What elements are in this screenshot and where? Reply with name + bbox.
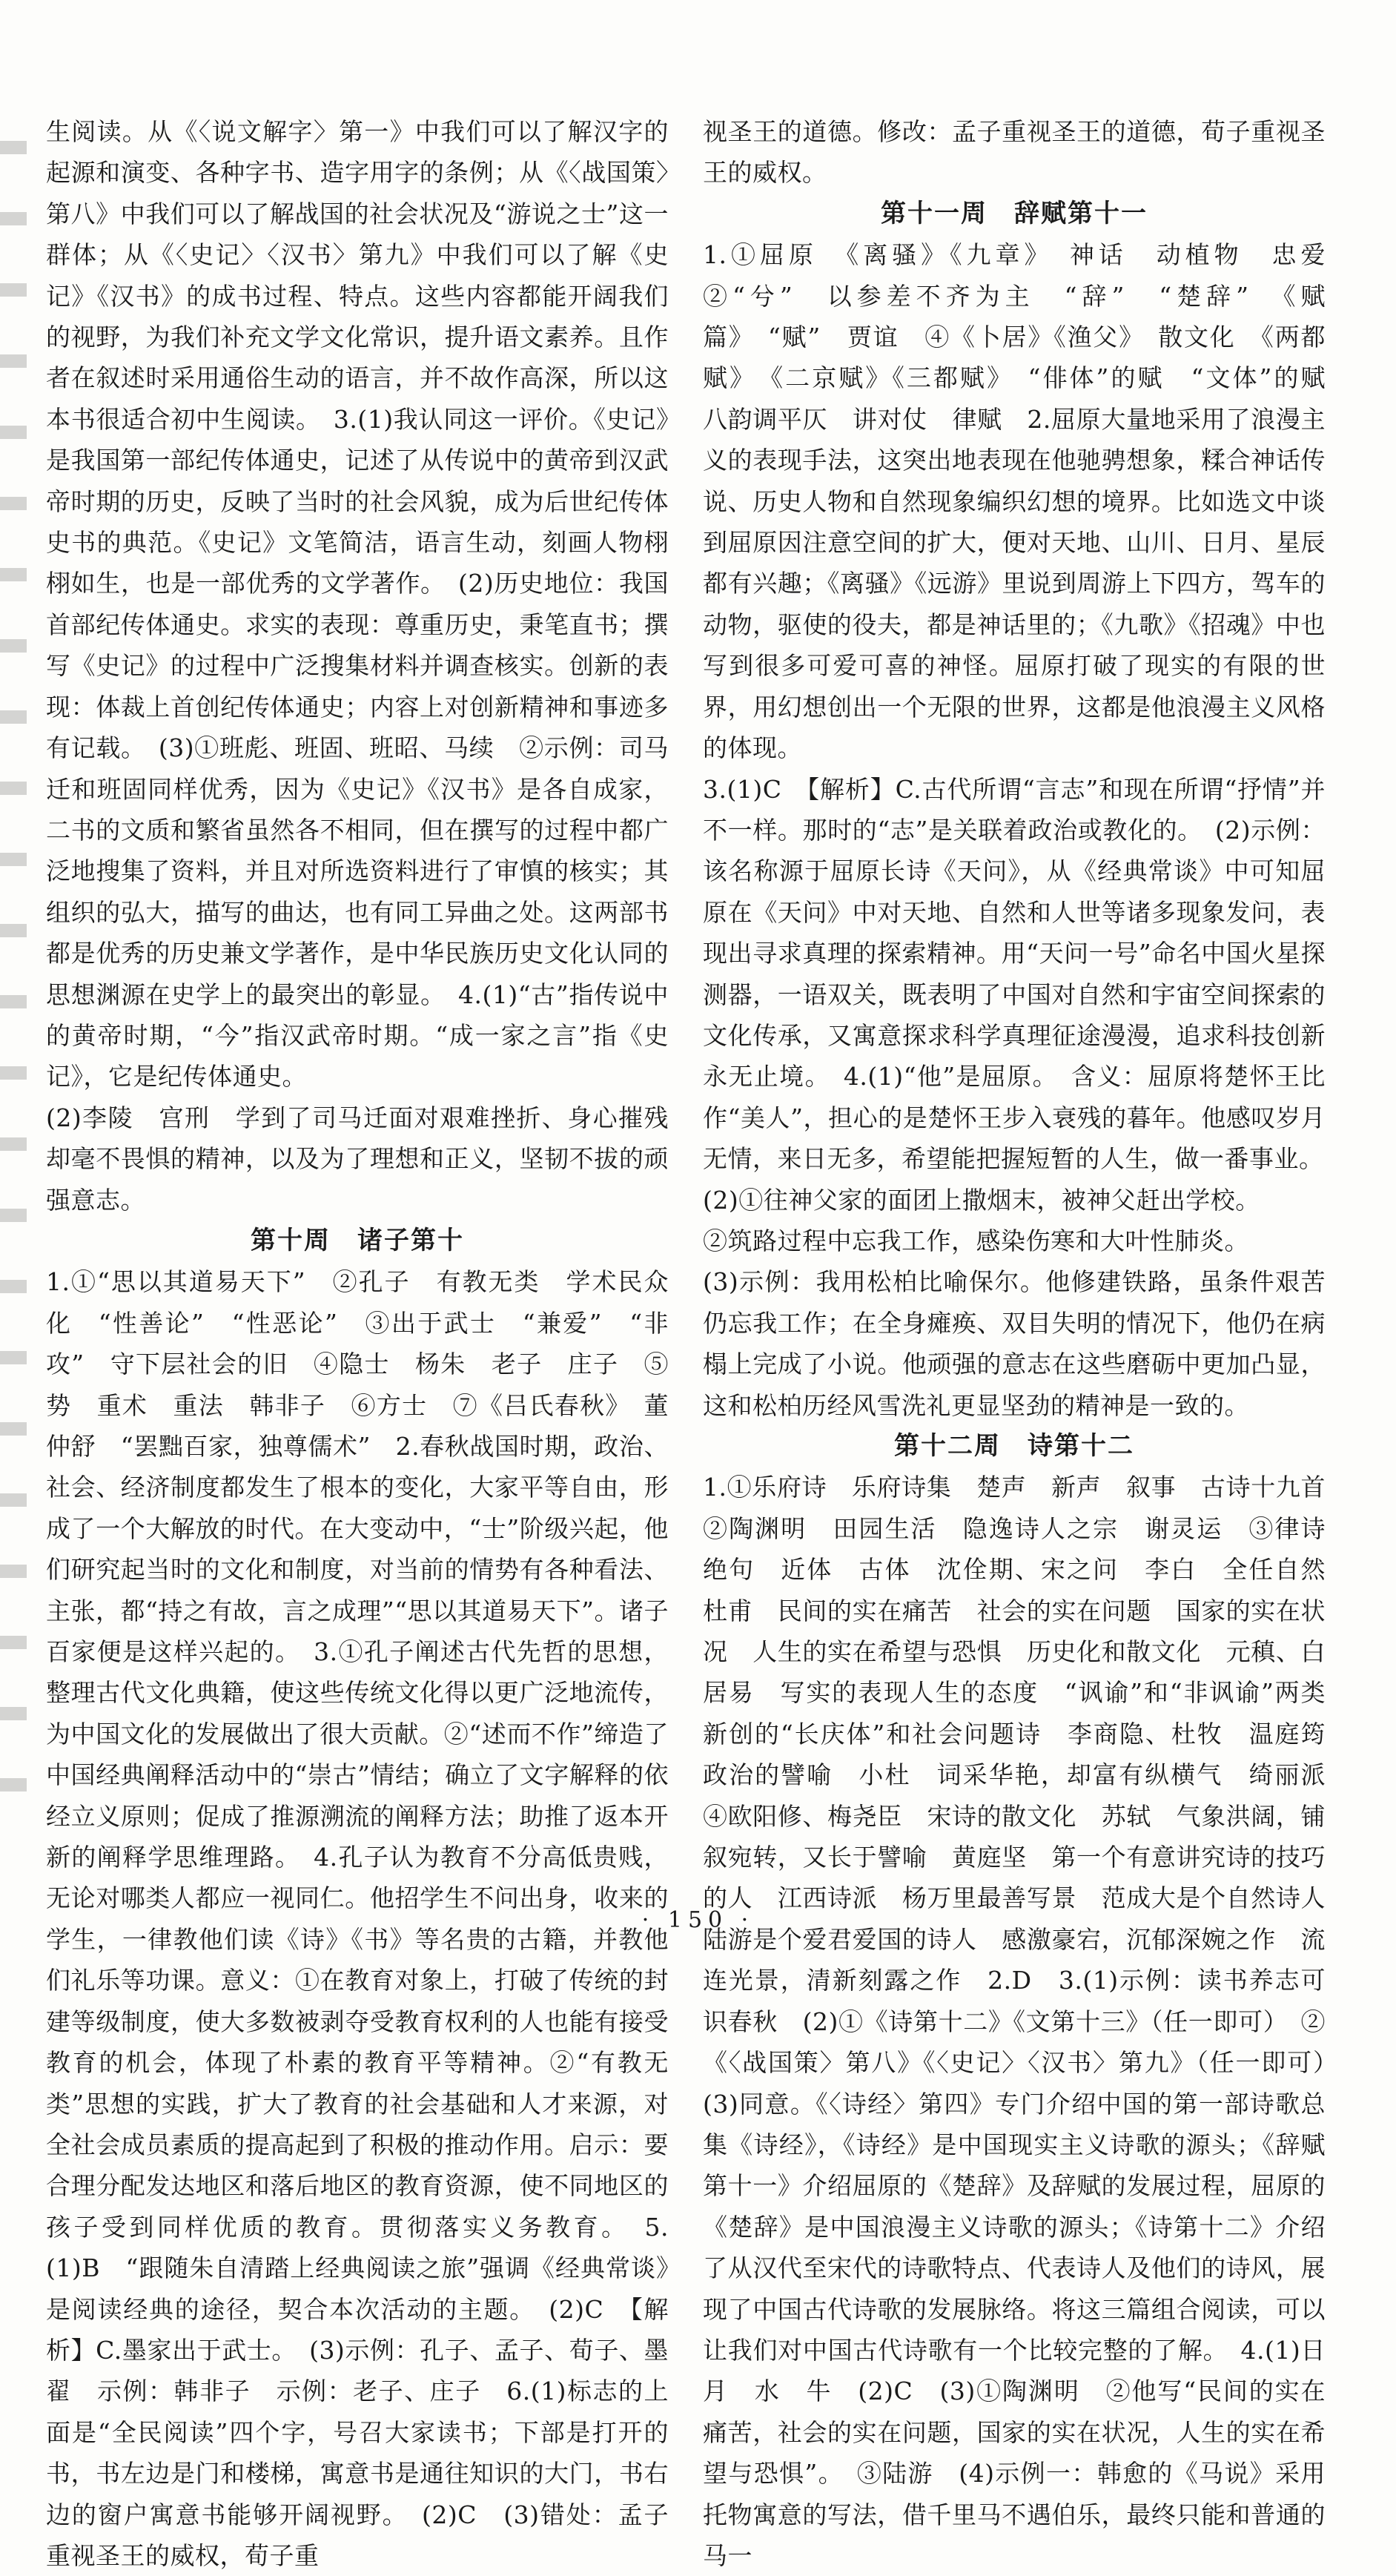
right-column: [703, 111, 1351, 2576]
page-number: · 150 ·: [641, 1907, 755, 1933]
left-para-1: 生阅读。从《〈说文解字〉第一》中我们可以了解汉字的起源和演变、各种字书、造字用字的条例；从《〈战国策〉第八》中我们可以了解战国的社会状况及“游说之士”这一群体；从《〈史记〉〈汉书〉第九》中我们可以了解《史记》《汉书》的成书过程、特点。这些内容都能开阔我们的视野，为我们补充文学文化常识，提升语文素养。且作者在叙述时采用通俗生动的语言，并不故作高深，所以这本书很适合初中生阅读。 3.(1)我认同这一评价。《史记》是我国第一部纪传体通史，记述了从传说中的黄帝到汉武帝时期的历史，反映了当时的社会风貌，成为后世纪传体史书的典范。《史记》文笔简洁，语言生动，刻画人物栩栩如生，也是一部优秀的文学著作。 (2)历史地位：我国首部纪传体通史。求实的表现：尊重历史，秉笔直书；撰写《史记》的过程中广泛搜集材料并调查核实。创新的表现：体裁上首创纪传体通史；内容上对创新精神和事迹多有记载。 (3)①班彪、班固、班昭、马续 ②示例：司马迁和班固同样优秀，因为《史记》《汉书》是各自成家，二书的文质和繁省虽然各不相同，但在撰写的过程中都广泛地搜集了资料，并且对所选资料进行了审慎的核实；其组织的弘大，描写的曲达，也有同工异曲之处。这两部书都是优秀的历史兼文学著作，是中华民族历史文化认同的思想渊源在史学上的最突出的彰显。 4.(1)“古”指传说中的黄帝时期，“今”指汉武帝时期。“成一家之言”指《史记》，它是纪传体通史。: [46, 117, 669, 1092]
left-para-3: 1.①“思以其道易天下” ②孔子 有教无类 学术民众化 “性善论” “性恶论” ③出于武士 “兼爱” “非攻” 守下层社会的旧 ④隐士 杨朱 老子 庄子 ⑤势 重术 重法 韩非子 ⑥方士 ⑦《吕氏春秋》 董仲舒 “罢黜百家，独尊儒术” 2.春秋战国时期，政治、社会、经济制度都发生了根本的变化，大家平等自由，形成了一个大解放的时代。在大变动中，“士”阶级兴起，他们研究起当时的文化和制度，对当前的情势有各种看法、主张，都“持之有故，言之成理”“思以其道易天下”。诸子百家便是这样兴起的。 3.①孔子阐述古代先哲的思想，整理古代文化典籍，使这些传统文化得以更广泛地流传，为中国文化的发展做出了很大贡献。②“述而不作”缔造了中国经典阐释活动中的“崇古”情结；确立了文字解释的依经立义原则；促成了推源溯流的阐释方法；助推了返本开新的阐释学思维理路。 4.孔子认为教育不分高低贵贱，无论对哪类人都应一视同仁。他招学生不问出身，收来的学生，一律教他们读《诗》《书》等名贵的古籍，并教他们礼乐等功课。意义：①在教育对象上，打破了传统的封建等级制度，使大多数被剥夺受教育权利的人也能有接受教育的机会，体现了朴素的教育平等精神。②“有教无类”思想的实践，扩大了教育的社会基础和人才来源，对全社会成员素质的提高起到了积极的推动作用。启示：要合理分配发达地区和落后地区的教育资源，使不同地区的孩子受到同样优质的教育。贯彻落实义务教育。 5.(1)B “跟随朱自清踏上经典阅读之旅”强调《经典常谈》是阅读经典的途径，契合本次活动的主题。 (2)C 【解析】C.墨家出于武士。 (3)示例：孔子、孟子、荀子、墨翟 示例：韩非子 示例：老子、庄子 6.(1)标志的上面是“全民阅读”四个字，号召大家读书；下部是打开的书，书左边是门和楼梯，寓意书是通往知识的大门，书右边的窗户寓意书能够开阔视野。 (2)C (3)错处：孟子重视圣王的威权，荀子重: [46, 1267, 669, 2570]
section-heading-week-12: 第十二周 诗第十二: [894, 1431, 1134, 1461]
right-para-1: 视圣王的道德。修改：孟子重视圣王的道德，荀子重视圣王的威权。: [703, 117, 1326, 188]
left-para-2: (2)李陵 宫刑 学到了司马迁面对艰难挫折、身心摧残却毫不畏惧的精神，以及为了理想和正义，坚韧不拔的顽强意志。: [46, 1103, 669, 1215]
right-para-4: (2)①往神父家的面团上撒烟末，被神父赶出学校。: [703, 1185, 1260, 1215]
right-para-7: 1.①乐府诗 乐府诗集 楚声 新声 叙事 古诗十九首 ②陶渊明 田园生活 隐逸诗人之宗 谢灵运 ③律诗 绝句 近体 古体 沈佺期、宋之问 李白 全任自然 杜甫 民间的实在痛苦 社会的实在问题 国家的实在状况 人生的实在希望与恐惧 历史化和散文化 元稹、白居易 写实的表现人生的态度 “讽谕”和“非讽谕”两类 新创的“长庆体”和社会问题诗 李商隐、杜牧 温庭筠 政治的譬喻 小杜 词采华艳，却富有纵横气 绮丽派 ④欧阳修、梅尧臣 宋诗的散文化 苏轼 气象洪阔，铺叙宛转，又长于譬喻 黄庭坚 第一个有意讲究诗的技巧的人 江西诗派 杨万里最善写景 范成大是个自然诗人 陆游是个爱君爱国的诗人 感激豪宕，沉郁深婉之作 流连光景，清新刻露之作 2.D 3.(1)示例：读书养志可识春秋 (2)①《诗第十二》《文第十三》（任一即可） ②《〈战国策〉第八》《〈史记〉〈汉书〉第九》（任一即可） (3)同意。《〈诗经〉第四》专门介绍中国的第一部诗歌总集《诗经》，《诗经》是中国现实主义诗歌的源头；《辞赋第十一》介绍屈原的《楚辞》及辞赋的发展过程，屈原的《楚辞》是中国浪漫主义诗歌的源头；《诗第十二》介绍了从汉代至宋代的诗歌特点、代表诗人及他们的诗风，展现了中国古代诗歌的发展脉络。将这三篇组合阅读，可以让我们对中国古代诗歌有一个比较完整的了解。 4.(1)日 月 水 牛 (2)C (3)①陶渊明 ②他写“民间的实在痛苦，社会的实在问题，国家的实在状况，人生的实在希望与恐惧”。 ③陆游 (4)示例一：韩愈的《马说》采用托物寓意的写法，借千里马不遇伯乐，最终只能和普通的马一: [703, 1473, 1351, 2570]
right-para-3: 3.(1)C 【解析】C.古代所谓“言志”和现在所谓“抒情”并不一样。那时的“志”是关联着政治或教化的。 (2)示例：该名称源于屈原长诗《天问》，从《经典常谈》中可知屈原在《天问》中对天地、自然和人世等诸多现象发问，表现出寻求真理的探索精神。用“天问一号”命名中国火星探测器，一语双关，既表明了中国对自然和宇宙空间探索的文化传承，又寓意探求科学真理征途漫漫，追求科技创新永无止境。 4.(1)“他”是屈原。 含义：屈原将楚怀王比作“美人”，担心的是楚怀王步入衰残的暮年。他感叹岁月无情，来日无多，希望能把握短暂的人生，做一番事业。: [703, 774, 1326, 1174]
section-heading-week-11: 第十一周 辞赋第十一: [881, 198, 1148, 228]
binding-edge-shadow: [0, 111, 27, 1817]
left-column: [46, 111, 669, 2576]
section-heading-week-10: 第十周 诸子第十: [251, 1225, 464, 1255]
right-para-6: (3)示例：我用松柏比喻保尔。他修建铁路，虽条件艰苦仍忘我工作；在全身瘫痪、双目失明的情况下，他仍在病榻上完成了小说。他顽强的意志在这些磨砺中更加凸显，这和松柏历经风雪洗礼更显坚劲的精神是一致的。: [703, 1267, 1326, 1420]
right-para-2: 1.①屈原 《离骚》《九章》 神话 动植物 忠爱 ②“兮” 以参差不齐为主 “辞” “楚辞” 《赋篇》 “赋” 贾谊 ④《卜居》《渔父》 散文化 《两都赋》 《二京赋》《三都赋》 “俳体”的赋 “文体”的赋 八韵调平仄 讲对仗 律赋 2.屈原大量地采用了浪漫主义的表现手法，这突出地表现在他驰骋想象，糅合神话传说、历史人物和自然现象编织幻想的境界。比如选文中谈到屈原因注意空间的扩大，便对天地、山川、日月、星辰都有兴趣；《离骚》《远游》里说到周游上下四方，驾车的动物，驱使的役夫，都是神话里的；《九歌》《招魂》中也写到很多可爱可喜的神怪。屈原打破了现实的有限的世界，用幻想创出一个无限的世界，这都是他浪漫主义风格的体现。: [703, 240, 1351, 763]
right-para-5: ②筑路过程中忘我工作，感染伤寒和大叶性肺炎。: [703, 1226, 1249, 1255]
